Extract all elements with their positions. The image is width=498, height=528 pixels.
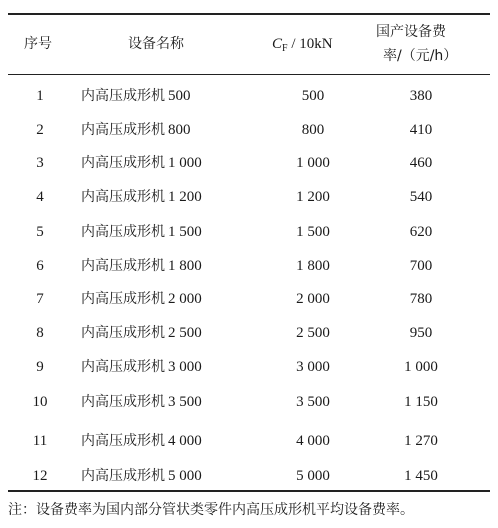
cell-force-capacity: 1 800 xyxy=(296,258,330,274)
cell-equipment-rate: 700 xyxy=(409,258,433,274)
cell-serial-number: 4 xyxy=(36,189,44,205)
header-force-unit: / 10kN xyxy=(287,36,333,52)
table-header-rule xyxy=(8,74,490,75)
cell-equipment-rate: 1 150 xyxy=(404,394,438,410)
cell-equipment-name xyxy=(81,392,202,412)
cell-equipment-rate: 620 xyxy=(409,224,433,240)
cell-equipment-name-text: 内高压成形机 xyxy=(81,291,165,307)
cell-equipment-name-text: 内高压成形机 xyxy=(81,433,165,449)
cell-force-capacity: 500 xyxy=(301,88,325,104)
table-row xyxy=(0,222,498,242)
table-row xyxy=(0,86,498,106)
cell-force-capacity: 4 000 xyxy=(296,433,330,449)
cell-equipment-name xyxy=(81,120,191,140)
header-rate-line1: 国产设备费 xyxy=(376,24,446,40)
cell-serial-number: 3 xyxy=(36,155,44,171)
table-row xyxy=(0,431,498,451)
cell-equipment-name-text: 内高压成形机 xyxy=(81,88,165,104)
header-force-symbol: C xyxy=(272,36,283,52)
cell-serial-number: 7 xyxy=(36,291,44,307)
cell-serial-number: 12 xyxy=(32,468,48,484)
header-rate-line2: 率/（元/h） xyxy=(383,48,458,64)
cell-force-capacity: 2 500 xyxy=(296,325,330,341)
cell-serial-number: 11 xyxy=(32,433,48,449)
cell-equipment-name-text: 内高压成形机 xyxy=(81,325,165,341)
cell-equipment-name-text: 内高压成形机 xyxy=(81,224,165,240)
header-force-subscript: F xyxy=(282,43,288,54)
cell-equipment-rate: 950 xyxy=(409,325,433,341)
cell-equipment-name xyxy=(81,86,191,106)
cell-force-capacity: 800 xyxy=(301,122,325,138)
cell-equipment-name xyxy=(81,323,202,343)
cell-equipment-rate: 780 xyxy=(409,291,433,307)
cell-equipment-rate: 1 450 xyxy=(404,468,438,484)
cell-equipment-name-number: 1 800 xyxy=(168,258,202,274)
table-row xyxy=(0,153,498,173)
cell-equipment-name xyxy=(81,256,202,276)
table-row xyxy=(0,357,498,377)
cell-equipment-name xyxy=(81,187,202,207)
cell-equipment-name xyxy=(81,289,202,309)
cell-equipment-name-number: 1 000 xyxy=(168,155,202,171)
cell-equipment-name-number: 3 500 xyxy=(168,394,202,410)
cell-serial-number: 8 xyxy=(36,325,44,341)
cell-equipment-name-number: 2 500 xyxy=(168,325,202,341)
cell-force-capacity: 2 000 xyxy=(296,291,330,307)
cell-equipment-rate: 1 270 xyxy=(404,433,438,449)
table-row xyxy=(0,466,498,486)
cell-equipment-name-text: 内高压成形机 xyxy=(81,122,165,138)
cell-serial-number: 10 xyxy=(32,394,48,410)
cell-equipment-rate: 410 xyxy=(409,122,433,138)
table-row xyxy=(0,120,498,140)
cell-equipment-name-number: 1 500 xyxy=(168,224,202,240)
header-serial-number: 序号 xyxy=(24,36,52,52)
cell-equipment-name-number: 3 000 xyxy=(168,359,202,375)
cell-equipment-name-number: 5 000 xyxy=(168,468,202,484)
cell-serial-number: 2 xyxy=(36,122,44,138)
table-row xyxy=(0,256,498,276)
cell-force-capacity: 1 000 xyxy=(296,155,330,171)
cell-serial-number: 1 xyxy=(36,88,44,104)
cell-equipment-name-number: 1 200 xyxy=(168,189,202,205)
cell-equipment-rate: 1 000 xyxy=(404,359,438,375)
table-row xyxy=(0,392,498,412)
header-equipment-name: 设备名称 xyxy=(128,36,184,52)
cell-equipment-name xyxy=(81,153,202,173)
cell-equipment-rate: 540 xyxy=(409,189,433,205)
cell-serial-number: 9 xyxy=(36,359,44,375)
table-footnote: 注：设备费率为国内部分管状类零件内高压成形机平均设备费率。 xyxy=(8,502,414,518)
cell-equipment-rate: 460 xyxy=(409,155,433,171)
cell-equipment-name-text: 内高压成形机 xyxy=(81,359,165,375)
table-row xyxy=(0,289,498,309)
cell-equipment-name-text: 内高压成形机 xyxy=(81,258,165,274)
header-force-capacity xyxy=(272,35,333,58)
cell-equipment-name-number: 500 xyxy=(168,88,191,104)
cell-equipment-name xyxy=(81,357,202,377)
cell-serial-number: 6 xyxy=(36,258,44,274)
cell-equipment-name-text: 内高压成形机 xyxy=(81,189,165,205)
cell-equipment-name xyxy=(81,222,202,242)
cell-force-capacity: 1 200 xyxy=(296,189,330,205)
table-top-rule xyxy=(8,13,490,15)
cell-equipment-name-text: 内高压成形机 xyxy=(81,394,165,410)
cell-equipment-rate: 380 xyxy=(409,88,433,104)
cell-equipment-name-number: 2 000 xyxy=(168,291,202,307)
cell-serial-number: 5 xyxy=(36,224,44,240)
cell-equipment-name xyxy=(81,431,202,451)
cell-equipment-name xyxy=(81,466,202,486)
cell-force-capacity: 5 000 xyxy=(296,468,330,484)
cell-equipment-name-number: 800 xyxy=(168,122,191,138)
cell-equipment-name-number: 4 000 xyxy=(168,433,202,449)
cell-equipment-name-text: 内高压成形机 xyxy=(81,155,165,171)
cell-force-capacity: 1 500 xyxy=(296,224,330,240)
table-row xyxy=(0,323,498,343)
cell-force-capacity: 3 500 xyxy=(296,394,330,410)
table-bottom-rule xyxy=(8,490,490,492)
cell-equipment-name-text: 内高压成形机 xyxy=(81,468,165,484)
cell-force-capacity: 3 000 xyxy=(296,359,330,375)
table-row xyxy=(0,187,498,207)
